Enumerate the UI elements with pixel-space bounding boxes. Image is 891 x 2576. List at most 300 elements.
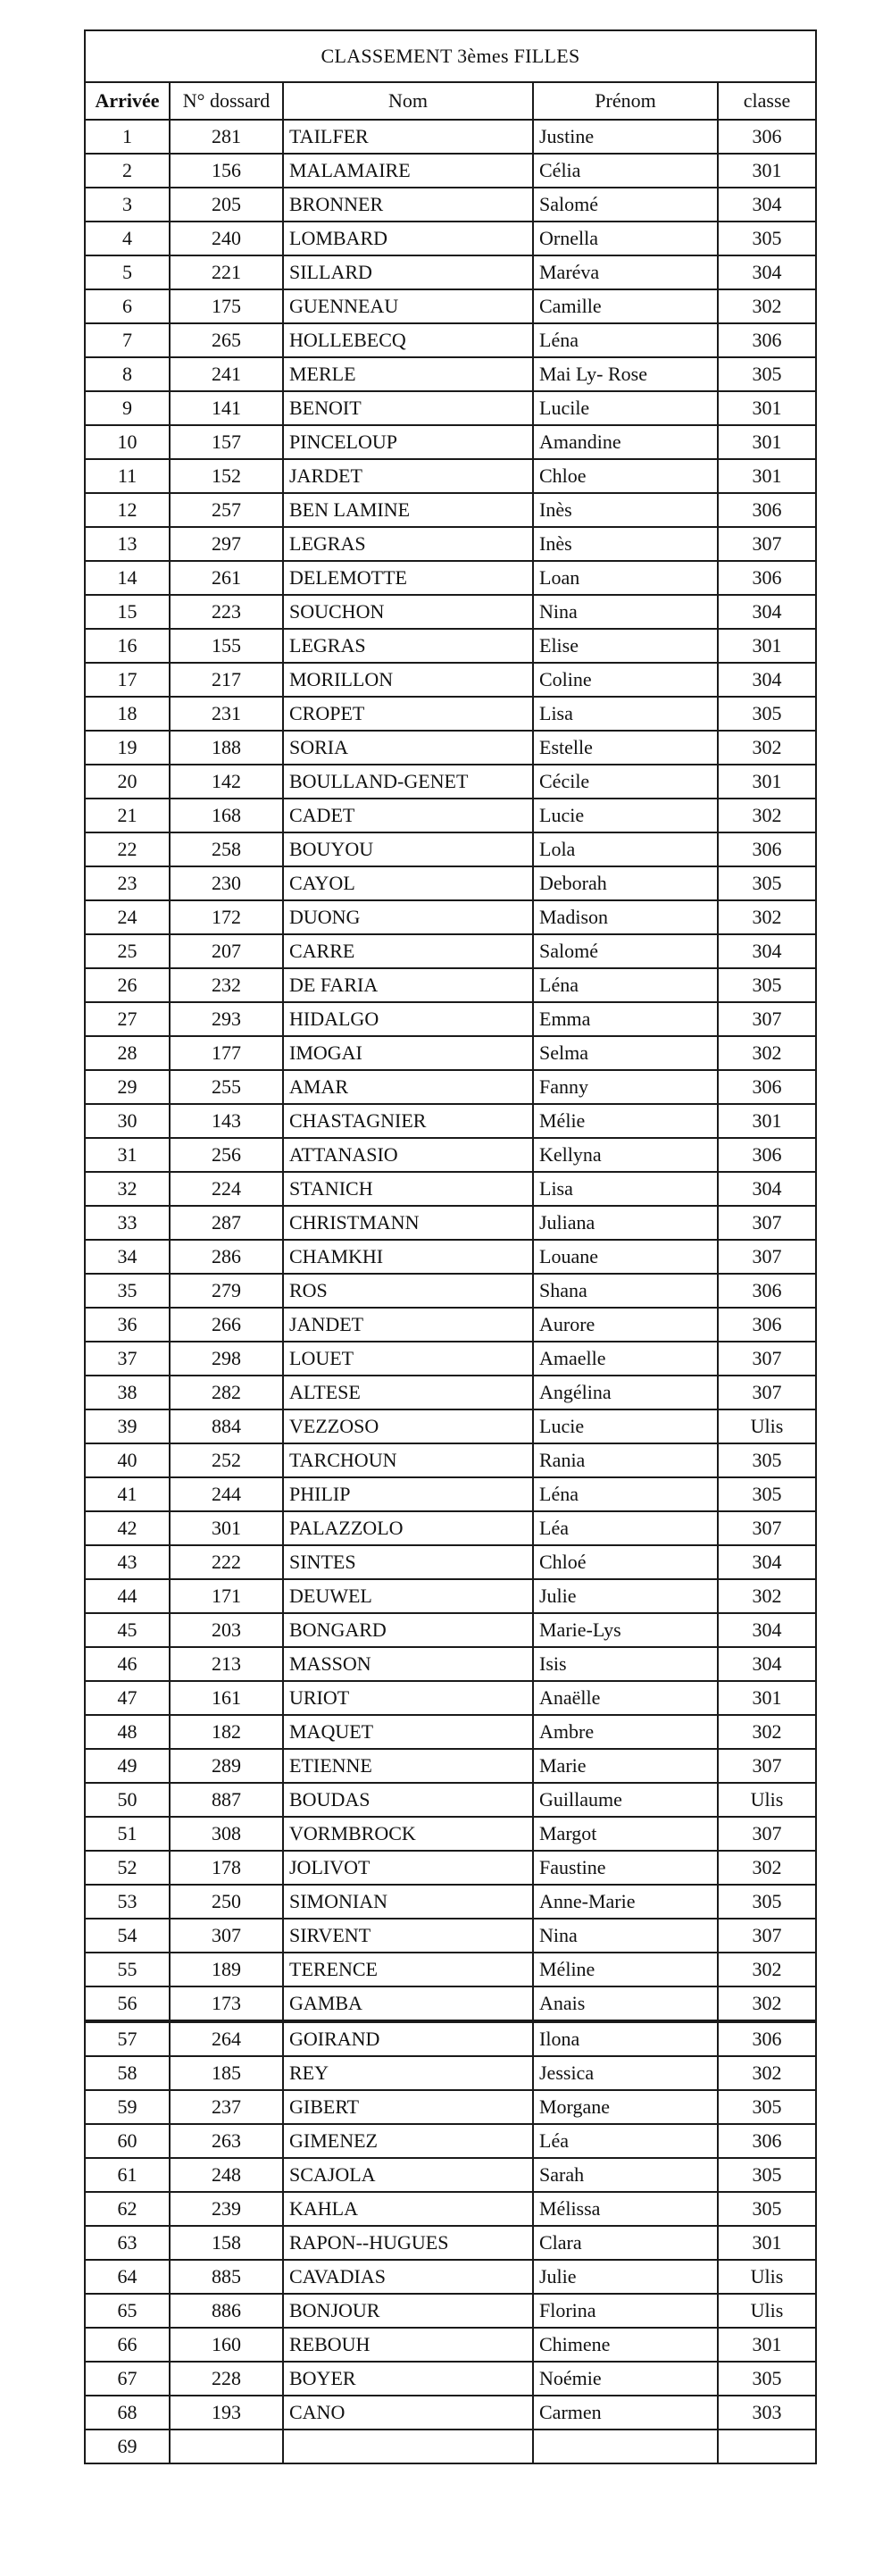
cell-rank: 12 [85, 493, 170, 527]
cell-classe: 305 [718, 1477, 816, 1511]
cell-rank: 2 [85, 154, 170, 188]
cell-prenom: Marie-Lys [533, 1613, 718, 1647]
cell-nom: SIRVENT [283, 1919, 533, 1953]
cell-nom: CHASTAGNIER [283, 1104, 533, 1138]
cell-rank: 64 [85, 2260, 170, 2294]
cell-classe: 306 [718, 323, 816, 357]
table-title: CLASSEMENT 3èmes FILLES [85, 30, 816, 82]
cell-bib: 250 [170, 1885, 283, 1919]
cell-classe: 305 [718, 2192, 816, 2226]
cell-classe: 301 [718, 459, 816, 493]
results-body [85, 120, 816, 2463]
cell-nom: BRONNER [283, 188, 533, 222]
cell-prenom [533, 2430, 718, 2463]
table-row [85, 1002, 816, 1036]
cell-bib: 177 [170, 1036, 283, 1070]
cell-classe: 306 [718, 1308, 816, 1342]
table-row [85, 731, 816, 765]
cell-bib: 171 [170, 1579, 283, 1613]
cell-prenom: Mélie [533, 1104, 718, 1138]
cell-rank: 66 [85, 2328, 170, 2362]
cell-bib: 228 [170, 2362, 283, 2396]
table-row [85, 595, 816, 629]
cell-nom: CHAMKHI [283, 1240, 533, 1274]
cell-classe: 306 [718, 1274, 816, 1308]
cell-nom: VEZZOSO [283, 1409, 533, 1443]
cell-nom: ROS [283, 1274, 533, 1308]
cell-nom: BOYER [283, 2362, 533, 2396]
cell-nom: ALTESE [283, 1376, 533, 1409]
cell-nom: JARDET [283, 459, 533, 493]
cell-bib: 237 [170, 2090, 283, 2124]
results-table [84, 29, 817, 2464]
cell-prenom: Carmen [533, 2396, 718, 2430]
cell-rank: 34 [85, 1240, 170, 1274]
table-row [85, 1409, 816, 1443]
cell-prenom: Florina [533, 2294, 718, 2328]
cell-bib: 158 [170, 2226, 283, 2260]
table-row [85, 289, 816, 323]
cell-bib: 258 [170, 832, 283, 866]
cell-nom: STANICH [283, 1172, 533, 1206]
cell-prenom: Selma [533, 1036, 718, 1070]
cell-bib: 887 [170, 1783, 283, 1817]
cell-rank: 33 [85, 1206, 170, 1240]
cell-nom: GAMBA [283, 1986, 533, 2021]
cell-prenom: Inès [533, 527, 718, 561]
cell-nom: RAPON--HUGUES [283, 2226, 533, 2260]
cell-prenom: Aurore [533, 1308, 718, 1342]
cell-prenom: Lola [533, 832, 718, 866]
cell-classe: 301 [718, 765, 816, 799]
cell-rank: 48 [85, 1715, 170, 1749]
table-row [85, 2396, 816, 2430]
cell-classe: 304 [718, 1545, 816, 1579]
cell-rank: 68 [85, 2396, 170, 2430]
cell-nom: DEUWEL [283, 1579, 533, 1613]
cell-rank: 3 [85, 188, 170, 222]
cell-bib: 173 [170, 1986, 283, 2021]
cell-classe: 302 [718, 1036, 816, 1070]
table-row [85, 1104, 816, 1138]
cell-bib: 217 [170, 663, 283, 697]
cell-nom: SOUCHON [283, 595, 533, 629]
cell-classe: 305 [718, 2158, 816, 2192]
cell-prenom: Ambre [533, 1715, 718, 1749]
cell-nom: DE FARIA [283, 968, 533, 1002]
cell-bib: 232 [170, 968, 283, 1002]
cell-prenom: Shana [533, 1274, 718, 1308]
cell-prenom: Lisa [533, 1172, 718, 1206]
cell-prenom: Anaëlle [533, 1681, 718, 1715]
cell-classe: 302 [718, 799, 816, 832]
table-row [85, 2021, 816, 2056]
cell-nom: PINCELOUP [283, 425, 533, 459]
cell-bib: 168 [170, 799, 283, 832]
cell-bib: 884 [170, 1409, 283, 1443]
cell-nom: PALAZZOLO [283, 1511, 533, 1545]
cell-prenom: Anne-Marie [533, 1885, 718, 1919]
cell-rank: 28 [85, 1036, 170, 1070]
cell-prenom: Salomé [533, 934, 718, 968]
cell-nom: MASSON [283, 1647, 533, 1681]
cell-prenom: Salomé [533, 188, 718, 222]
table-row [85, 2328, 816, 2362]
table-row [85, 391, 816, 425]
cell-nom: TERENCE [283, 1953, 533, 1986]
cell-nom: MERLE [283, 357, 533, 391]
table-row [85, 561, 816, 595]
cell-bib: 156 [170, 154, 283, 188]
cell-nom: REY [283, 2056, 533, 2090]
cell-bib: 172 [170, 900, 283, 934]
cell-bib: 224 [170, 1172, 283, 1206]
table-row [85, 188, 816, 222]
cell-prenom: Léna [533, 323, 718, 357]
table-row [85, 1919, 816, 1953]
cell-classe: 302 [718, 900, 816, 934]
cell-prenom: Marie [533, 1749, 718, 1783]
cell-classe: 307 [718, 1376, 816, 1409]
cell-rank: 29 [85, 1070, 170, 1104]
cell-rank: 11 [85, 459, 170, 493]
cell-prenom: Rania [533, 1443, 718, 1477]
cell-classe: 302 [718, 2056, 816, 2090]
cell-bib: 293 [170, 1002, 283, 1036]
cell-bib: 298 [170, 1342, 283, 1376]
table-row [85, 1986, 816, 2021]
cell-nom: AMAR [283, 1070, 533, 1104]
cell-rank: 38 [85, 1376, 170, 1409]
cell-rank: 47 [85, 1681, 170, 1715]
cell-classe: 307 [718, 1817, 816, 1851]
cell-bib: 161 [170, 1681, 283, 1715]
cell-nom: MORILLON [283, 663, 533, 697]
cell-prenom: Coline [533, 663, 718, 697]
table-row [85, 1342, 816, 1376]
cell-bib: 160 [170, 2328, 283, 2362]
cell-nom: PHILIP [283, 1477, 533, 1511]
table-row [85, 1240, 816, 1274]
cell-classe: 307 [718, 527, 816, 561]
table-row [85, 2124, 816, 2158]
cell-bib: 223 [170, 595, 283, 629]
header-arrivee: Arrivée [85, 82, 170, 120]
cell-bib [170, 2430, 283, 2463]
cell-nom: LOMBARD [283, 222, 533, 255]
cell-classe: 304 [718, 663, 816, 697]
cell-prenom: Louane [533, 1240, 718, 1274]
cell-prenom: Léa [533, 1511, 718, 1545]
cell-bib: 175 [170, 289, 283, 323]
table-row [85, 1749, 816, 1783]
cell-bib: 308 [170, 1817, 283, 1851]
cell-classe: 304 [718, 1172, 816, 1206]
cell-nom: CAVADIAS [283, 2260, 533, 2294]
table-row [85, 493, 816, 527]
cell-bib: 279 [170, 1274, 283, 1308]
cell-prenom: Chloé [533, 1545, 718, 1579]
table-row [85, 1172, 816, 1206]
cell-rank: 16 [85, 629, 170, 663]
table-row [85, 1715, 816, 1749]
table-row [85, 357, 816, 391]
cell-bib: 289 [170, 1749, 283, 1783]
results-sheet [84, 29, 815, 2464]
table-row [85, 1613, 816, 1647]
cell-classe: 304 [718, 1647, 816, 1681]
cell-classe: 306 [718, 1070, 816, 1104]
cell-bib: 182 [170, 1715, 283, 1749]
cell-bib: 240 [170, 222, 283, 255]
cell-classe: 301 [718, 629, 816, 663]
cell-prenom: Madison [533, 900, 718, 934]
cell-classe: 302 [718, 1953, 816, 1986]
cell-rank: 19 [85, 731, 170, 765]
cell-classe: 302 [718, 1579, 816, 1613]
cell-prenom: Elise [533, 629, 718, 663]
cell-prenom: Léa [533, 2124, 718, 2158]
cell-classe: 307 [718, 1749, 816, 1783]
cell-prenom: Guillaume [533, 1783, 718, 1817]
table-row [85, 934, 816, 968]
cell-bib: 155 [170, 629, 283, 663]
cell-nom: HOLLEBECQ [283, 323, 533, 357]
cell-classe: 307 [718, 1511, 816, 1545]
cell-prenom: Camille [533, 289, 718, 323]
cell-rank: 14 [85, 561, 170, 595]
cell-classe: 301 [718, 2226, 816, 2260]
table-row [85, 1783, 816, 1817]
cell-classe: 302 [718, 1986, 816, 2021]
cell-rank: 10 [85, 425, 170, 459]
table-row [85, 1376, 816, 1409]
cell-bib: 157 [170, 425, 283, 459]
cell-prenom: Ornella [533, 222, 718, 255]
cell-rank: 62 [85, 2192, 170, 2226]
cell-classe: 306 [718, 832, 816, 866]
header-dossard: N° dossard [170, 82, 283, 120]
cell-bib: 221 [170, 255, 283, 289]
cell-rank: 63 [85, 2226, 170, 2260]
cell-bib: 264 [170, 2021, 283, 2056]
table-row [85, 663, 816, 697]
cell-rank: 5 [85, 255, 170, 289]
cell-classe: 305 [718, 357, 816, 391]
table-row [85, 1851, 816, 1885]
cell-bib: 143 [170, 1104, 283, 1138]
cell-prenom: Julie [533, 2260, 718, 2294]
cell-nom: BENOIT [283, 391, 533, 425]
table-row [85, 222, 816, 255]
cell-prenom: Isis [533, 1647, 718, 1681]
cell-rank: 13 [85, 527, 170, 561]
table-row [85, 900, 816, 934]
table-row [85, 1579, 816, 1613]
cell-rank: 56 [85, 1986, 170, 2021]
cell-bib: 257 [170, 493, 283, 527]
cell-nom: KAHLA [283, 2192, 533, 2226]
cell-prenom: Mai Ly- Rose [533, 357, 718, 391]
cell-nom: VORMBROCK [283, 1817, 533, 1851]
table-row [85, 1308, 816, 1342]
cell-prenom: Margot [533, 1817, 718, 1851]
table-row [85, 629, 816, 663]
cell-nom: ATTANASIO [283, 1138, 533, 1172]
title-row [85, 30, 816, 82]
table-row [85, 1070, 816, 1104]
cell-prenom: Deborah [533, 866, 718, 900]
cell-bib: 307 [170, 1919, 283, 1953]
cell-classe: 304 [718, 255, 816, 289]
cell-bib: 266 [170, 1308, 283, 1342]
cell-nom [283, 2430, 533, 2463]
cell-prenom: Loan [533, 561, 718, 595]
cell-prenom: Amaelle [533, 1342, 718, 1376]
cell-rank: 9 [85, 391, 170, 425]
table-row [85, 1206, 816, 1240]
cell-prenom: Maréva [533, 255, 718, 289]
cell-nom: BOUYOU [283, 832, 533, 866]
cell-nom: CHRISTMANN [283, 1206, 533, 1240]
cell-rank: 36 [85, 1308, 170, 1342]
table-row [85, 2430, 816, 2463]
cell-nom: GOIRAND [283, 2021, 533, 2056]
cell-nom: SCAJOLA [283, 2158, 533, 2192]
cell-classe: 306 [718, 493, 816, 527]
cell-rank: 8 [85, 357, 170, 391]
cell-rank: 17 [85, 663, 170, 697]
cell-rank: 23 [85, 866, 170, 900]
cell-nom: LEGRAS [283, 527, 533, 561]
cell-prenom: Faustine [533, 1851, 718, 1885]
cell-nom: TAILFER [283, 120, 533, 154]
cell-prenom: Nina [533, 1919, 718, 1953]
cell-classe: 307 [718, 1206, 816, 1240]
cell-prenom: Julie [533, 1579, 718, 1613]
cell-nom: TARCHOUN [283, 1443, 533, 1477]
table-row [85, 2192, 816, 2226]
table-row [85, 2260, 816, 2294]
cell-prenom: Morgane [533, 2090, 718, 2124]
cell-classe: 306 [718, 561, 816, 595]
cell-nom: HIDALGO [283, 1002, 533, 1036]
cell-nom: MALAMAIRE [283, 154, 533, 188]
header-prenom: Prénom [533, 82, 718, 120]
cell-nom: SORIA [283, 731, 533, 765]
cell-rank: 42 [85, 1511, 170, 1545]
cell-prenom: Noémie [533, 2362, 718, 2396]
cell-bib: 263 [170, 2124, 283, 2158]
table-row [85, 2362, 816, 2396]
cell-classe: 305 [718, 968, 816, 1002]
cell-bib: 256 [170, 1138, 283, 1172]
cell-bib: 231 [170, 697, 283, 731]
cell-bib: 261 [170, 561, 283, 595]
cell-classe: Ulis [718, 1783, 816, 1817]
cell-bib: 886 [170, 2294, 283, 2328]
cell-prenom: Sarah [533, 2158, 718, 2192]
table-row [85, 799, 816, 832]
cell-rank: 18 [85, 697, 170, 731]
cell-rank: 26 [85, 968, 170, 1002]
table-row [85, 1036, 816, 1070]
cell-rank: 22 [85, 832, 170, 866]
cell-classe: 305 [718, 222, 816, 255]
cell-nom: CARRE [283, 934, 533, 968]
cell-prenom: Lisa [533, 697, 718, 731]
cell-nom: LOUET [283, 1342, 533, 1376]
table-row [85, 1138, 816, 1172]
cell-classe: 301 [718, 2328, 816, 2362]
cell-nom: GIBERT [283, 2090, 533, 2124]
cell-rank: 53 [85, 1885, 170, 1919]
cell-prenom: Nina [533, 595, 718, 629]
table-row [85, 1953, 816, 1986]
header-nom: Nom [283, 82, 533, 120]
cell-classe: 306 [718, 120, 816, 154]
cell-classe: 302 [718, 1715, 816, 1749]
cell-prenom: Anais [533, 1986, 718, 2021]
table-row [85, 1817, 816, 1851]
cell-bib: 287 [170, 1206, 283, 1240]
cell-classe: 301 [718, 391, 816, 425]
cell-rank: 67 [85, 2362, 170, 2396]
cell-bib: 301 [170, 1511, 283, 1545]
cell-bib: 248 [170, 2158, 283, 2192]
cell-bib: 297 [170, 527, 283, 561]
cell-bib: 265 [170, 323, 283, 357]
cell-bib: 193 [170, 2396, 283, 2430]
cell-nom: ETIENNE [283, 1749, 533, 1783]
cell-nom: GUENNEAU [283, 289, 533, 323]
cell-nom: BOULLAND-GENET [283, 765, 533, 799]
cell-bib: 205 [170, 188, 283, 222]
cell-prenom: Emma [533, 1002, 718, 1036]
table-row [85, 154, 816, 188]
cell-classe: 301 [718, 1681, 816, 1715]
cell-rank: 58 [85, 2056, 170, 2090]
cell-rank: 55 [85, 1953, 170, 1986]
cell-nom: SILLARD [283, 255, 533, 289]
cell-prenom: Cécile [533, 765, 718, 799]
cell-rank: 20 [85, 765, 170, 799]
cell-rank: 51 [85, 1817, 170, 1851]
cell-prenom: Ilona [533, 2021, 718, 2056]
cell-rank: 30 [85, 1104, 170, 1138]
cell-nom: DELEMOTTE [283, 561, 533, 595]
cell-classe: 305 [718, 866, 816, 900]
table-row [85, 1511, 816, 1545]
cell-bib: 885 [170, 2260, 283, 2294]
cell-rank: 1 [85, 120, 170, 154]
cell-classe: 304 [718, 188, 816, 222]
table-row [85, 2294, 816, 2328]
cell-prenom: Léna [533, 1477, 718, 1511]
cell-prenom: Estelle [533, 731, 718, 765]
cell-bib: 152 [170, 459, 283, 493]
cell-prenom: Jessica [533, 2056, 718, 2090]
cell-classe: 303 [718, 2396, 816, 2430]
table-row [85, 1443, 816, 1477]
cell-classe: 307 [718, 1919, 816, 1953]
table-row [85, 1545, 816, 1579]
cell-rank: 15 [85, 595, 170, 629]
cell-rank: 49 [85, 1749, 170, 1783]
cell-bib: 178 [170, 1851, 283, 1885]
cell-rank: 59 [85, 2090, 170, 2124]
table-row [85, 120, 816, 154]
